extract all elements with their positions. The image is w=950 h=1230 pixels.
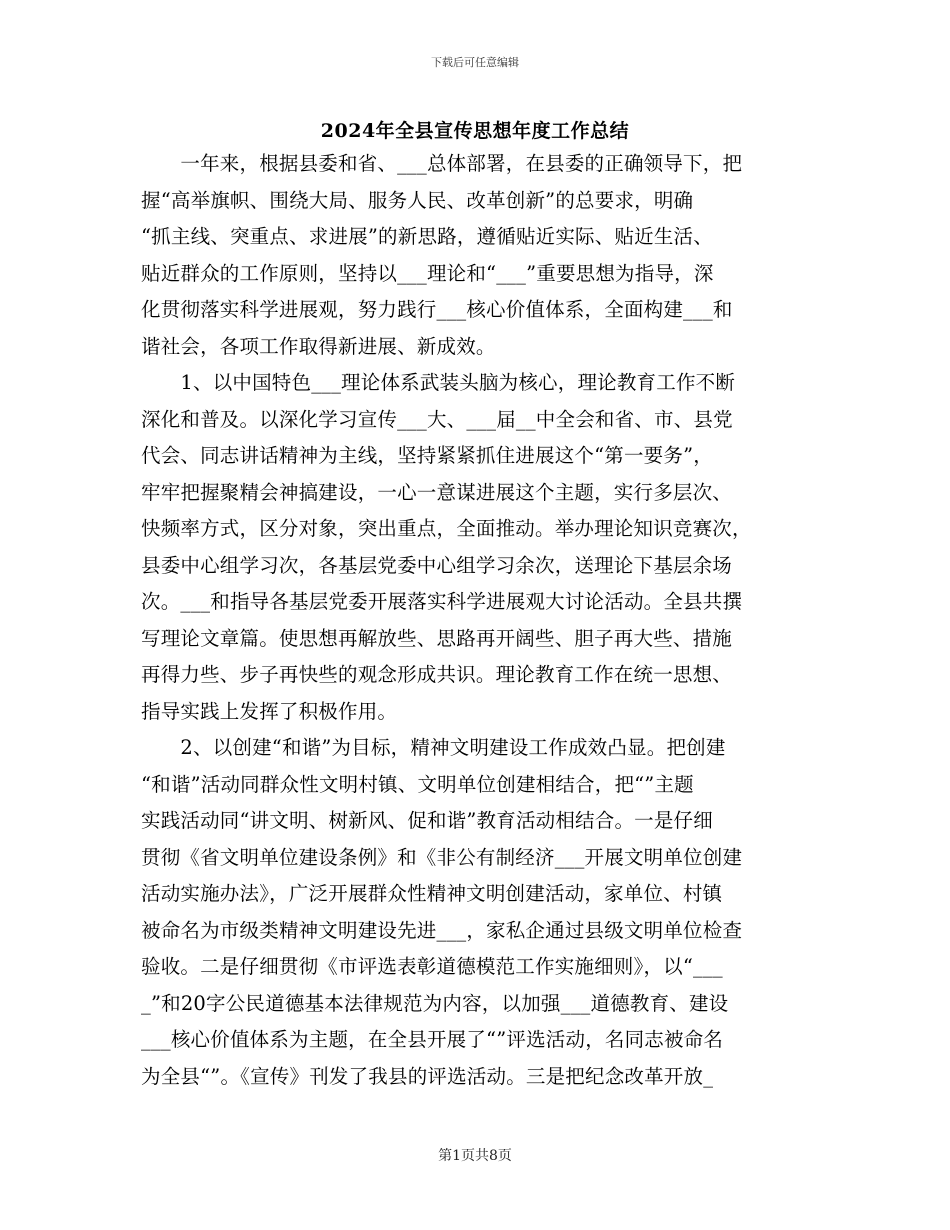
body-line: 验收。二是仔细贯彻《市评选表彰道德模范工作实施细则》，以“___ <box>141 955 723 978</box>
body-line: 写理论文章篇。使思想再解放些、思路再开阔些、胆子再大些、措施 <box>141 626 733 650</box>
body-line: _”和20字公民道德基本法律规范为内容，以加强___道德教育、建设 <box>141 991 729 1015</box>
body-line: “抓主线、突重点、求进展”的新思路，遵循贴近实际、贴近生活、 <box>141 225 713 248</box>
document-title: 2024年全县宣传思想年度工作总结 <box>320 120 630 142</box>
body-line: 2、以创建“和谐”为目标，精神文明建设工作成效凸显。把创建 <box>141 736 726 759</box>
body-line: 贯彻《省文明单位建设条例》和《非公有制经济___开展文明单位创建 <box>141 845 743 869</box>
body-line: 代会、同志讲话精神为主线，坚持紧紧抓住进展这个“第一要务”， <box>141 444 713 467</box>
body-line: 实践活动同“讲文明、树新风、促和谐”教育活动相结合。一是仔细 <box>141 809 713 832</box>
body-line: 化贯彻落实科学进展观，努力践行___核心价值体系，全面构建___和 <box>141 298 733 321</box>
body-line: “和谐”活动同群众性文明村镇、文明单位创建相结合，把“”主题 <box>141 772 694 796</box>
body-line: 被命名为市级类精神文明建设先进___，家私企通过县级文明单位检查 <box>141 918 743 942</box>
body-line: 再得力些、步子再快些的观念形成共识。理论教育工作在统一思想、 <box>141 663 733 686</box>
body-line: 快频率方式，区分对象，突出重点，全面推动。举办理论知识竞赛次， <box>141 517 752 540</box>
body-line: 1、以中国特色___理论体系武装头脑为核心，理论教育工作不断 <box>141 371 736 394</box>
body-line: 为全县“”。《宣传》刊发了我县的评选活动。三是把纪念改革开放_ <box>141 1064 714 1088</box>
body-line: 指导实践上发挥了积极作用。 <box>141 699 398 723</box>
body-line: 活动实施办法》，广泛开展群众性精神文明创建活动，家单位、村镇 <box>141 882 723 905</box>
body-line: 牢牢把握聚精会神搞建设，一心一意谋进展这个主题，实行多层次、 <box>141 480 733 504</box>
page-number: 第1页共8页 <box>438 1148 512 1164</box>
body-line: 次。___和指导各基层党委开展落实科学进展观大讨论活动。全县共撰 <box>141 590 743 613</box>
header-note: 下载后可任意编辑 <box>431 56 519 69</box>
body-line: 深化和普及。以深化学习宣传___大、___届__中全会和省、市、县党 <box>141 407 733 431</box>
document-body <box>141 146 806 1095</box>
body-line: 谐社会，各项工作取得新进展、新成效。 <box>141 334 496 358</box>
body-line: 一年来，根据县委和省、___总体部署，在县委的正确领导下，把 <box>141 152 743 175</box>
body-line: ___核心价值体系为主题，在全县开展了“”评选活动，名同志被命名 <box>141 1028 724 1051</box>
body-line: 握“高举旗帜、围绕大局、服务人民、改革创新”的总要求，明确 <box>141 188 694 212</box>
body-line: 贴近群众的工作原则，坚持以___理论和“___”重要思想为指导，深 <box>141 261 714 285</box>
body-line: 县委中心组学习次，各基层党委中心组学习余次，送理论下基层余场 <box>141 553 733 577</box>
